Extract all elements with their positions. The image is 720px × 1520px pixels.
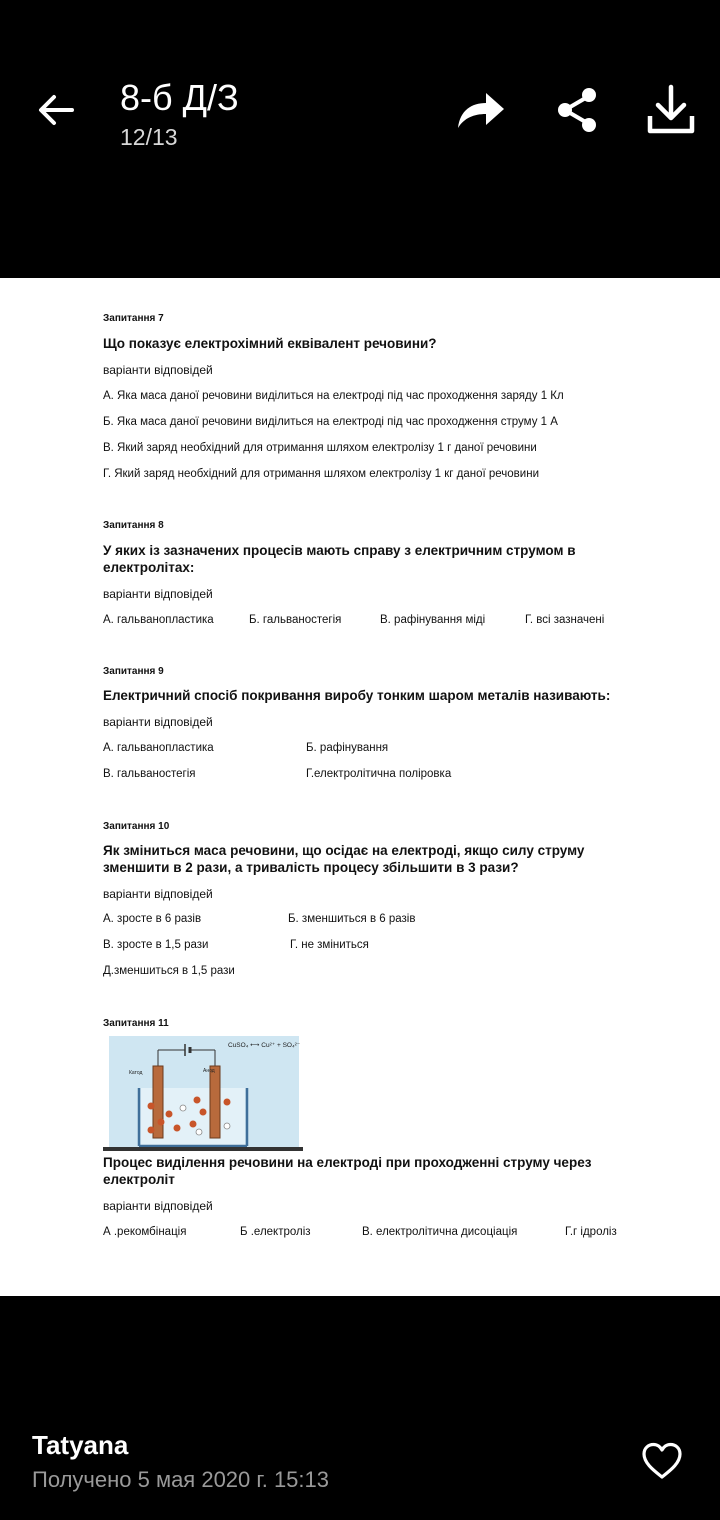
document-title: 8-б Д/З	[120, 77, 239, 118]
question-number: Запитання 8	[103, 520, 164, 531]
answer-option: В. зросте в 1,5 рази	[103, 939, 209, 951]
variants-label: варіанти відповідей	[103, 587, 213, 601]
equation-label: CuSO₄ ⟷ Cu²⁺ + SO₄²⁻	[228, 1042, 301, 1049]
answer-option: Г.електролітична поліровка	[306, 768, 452, 780]
anode-label: Анод	[203, 1068, 215, 1074]
viewer-header	[0, 0, 720, 278]
variants-label: варіанти відповідей	[103, 715, 213, 729]
electrolysis-illustration	[103, 1036, 305, 1156]
sender-name: Tatyana	[32, 1430, 129, 1460]
answer-option: Г. всі зазначені	[525, 614, 605, 626]
question-number: Запитання 10	[103, 821, 170, 832]
cathode-label: Катод	[129, 1070, 143, 1076]
answer-option: Б. Яка маса даної речовини виділиться на електроді під час проходження струму 1 А	[103, 416, 558, 428]
answer-option: Б. зменшиться в 6 разів	[288, 913, 416, 925]
answer-option: Г.г ідроліз	[565, 1226, 617, 1238]
page-counter: 12/13	[120, 124, 178, 150]
answer-option: Г. не зміниться	[290, 939, 369, 951]
question-number: Запитання 11	[103, 1018, 169, 1029]
answer-option: В. електролітична дисоціація	[362, 1226, 518, 1238]
question-number: Запитання 7	[103, 313, 164, 324]
back-arrow-icon[interactable]	[34, 88, 78, 132]
answer-option: А. гальванопластика	[103, 742, 214, 754]
variants-label: варіанти відповідей	[103, 363, 213, 377]
document-page[interactable]	[0, 278, 720, 1296]
variants-label: варіанти відповідей	[103, 887, 213, 901]
question-text: У яких із зазначених процесів мають справу з електричним струмом в електролітах:	[103, 543, 576, 575]
share-icon[interactable]	[554, 86, 600, 134]
answer-option: Б .електроліз	[240, 1226, 311, 1238]
answer-option: Б. гальваностегія	[249, 614, 342, 626]
answer-option: В. гальваностегія	[103, 768, 196, 780]
variants-label: варіанти відповідей	[103, 1199, 213, 1213]
forward-icon[interactable]	[454, 88, 506, 132]
answer-option: А. зросте в 6 разів	[103, 913, 202, 925]
answer-option: Б. рафінування	[306, 742, 389, 754]
question-text: Як зміниться маса речовини, що осідає на електроді, якщо силу струму зменшити в 2 рази, а тривалість процесу збільшити в 3 рази?	[103, 843, 585, 875]
question-text: Процес виділення речовини на електроді при проходженні струму через електроліт	[103, 1155, 592, 1187]
answer-option: А. гальванопластика	[103, 614, 214, 626]
received-timestamp: Получено 5 мая 2020 г. 15:13	[32, 1467, 329, 1492]
question-text: Що показує електрохімний еквівалент речовини?	[103, 336, 437, 351]
answer-option: Д.зменшиться в 1,5 рази	[103, 965, 235, 977]
answer-option: А .рекомбінація	[103, 1226, 187, 1238]
answer-option: А. Яка маса даної речовини виділиться на електроді під час проходження заряду 1 Кл	[103, 390, 564, 402]
answer-option: В. рафінування міді	[380, 614, 486, 626]
electrolysis-diagram	[103, 1036, 305, 1156]
heart-icon[interactable]	[640, 1441, 684, 1481]
download-icon[interactable]	[646, 84, 696, 136]
answer-option: В. Який заряд необхідний для отримання шляхом електролізу 1 г даної речовини	[103, 442, 537, 454]
answer-option: Г. Який заряд необхідний для отримання шляхом електролізу 1 кг даної речовини	[103, 468, 539, 480]
question-number: Запитання 9	[103, 666, 164, 677]
question-text: Електричний спосіб покривання виробу тонким шаром металів називають:	[103, 688, 611, 703]
